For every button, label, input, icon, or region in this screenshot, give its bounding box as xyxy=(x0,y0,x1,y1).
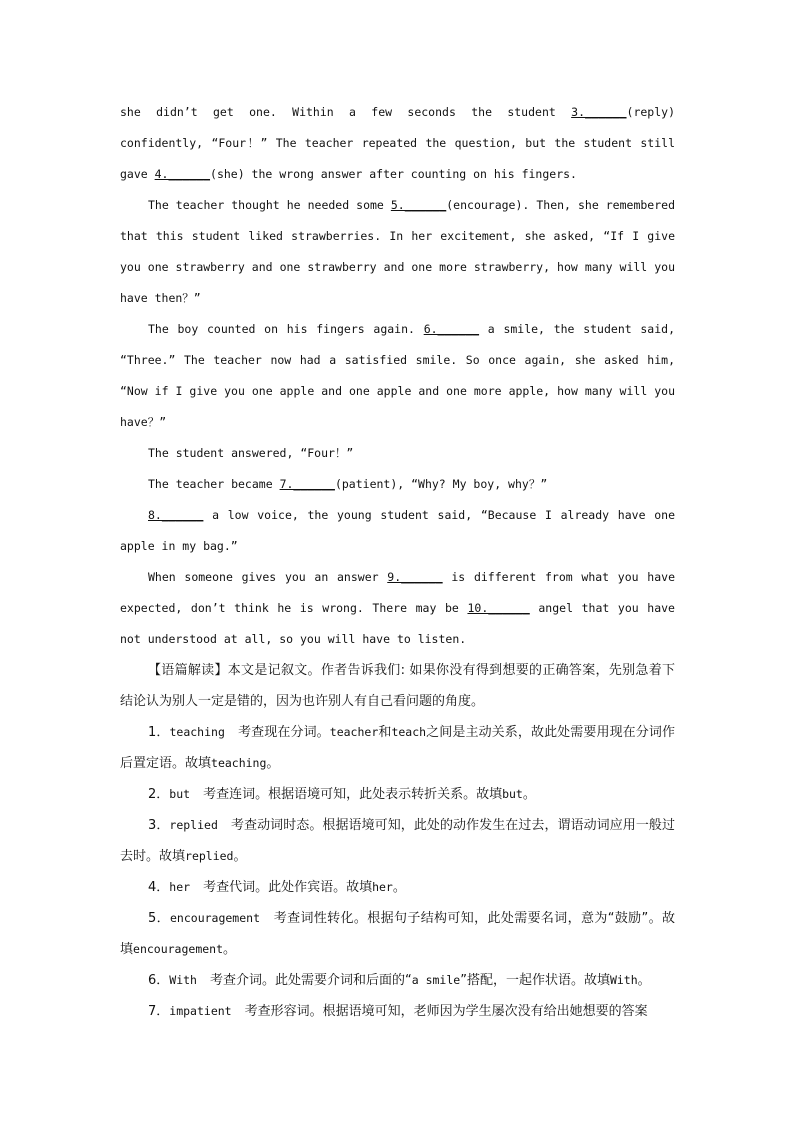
item-number: 3． xyxy=(148,818,170,833)
text: a smile, the student said, “Three.” The teacher now had a satisfied smile. So once again, she asked him, “Now if I give you one apple and one apple and one more apple, how many will you have？” xyxy=(120,322,675,429)
term: replied xyxy=(185,849,234,863)
text: 考查动词时态。根据语境可知，此处的动作发生在过去，谓语动词应用一般过去时。故填 xyxy=(120,818,675,864)
term: teacher xyxy=(329,725,379,739)
blank-6: 6.______ xyxy=(423,322,480,336)
text: 。 xyxy=(223,942,237,957)
text: angel that you have not understood at all, so you will have to listen. xyxy=(120,601,675,646)
analysis-item-1 xyxy=(120,717,675,779)
text: The teacher became xyxy=(148,477,280,491)
text: 和 xyxy=(378,725,392,740)
text: 。 xyxy=(637,973,651,988)
answer-key: replied xyxy=(169,818,218,832)
blank-10: 10.______ xyxy=(467,601,530,615)
term: but xyxy=(502,787,523,801)
text: 之间是主动关系，故此处需要用现在分词作后置定语。故填 xyxy=(120,725,675,771)
analysis-item-4 xyxy=(120,872,675,903)
text: 考查现在分词。 xyxy=(224,725,330,740)
answer-key: but xyxy=(169,787,191,801)
text: she didn’t get one. Within a few seconds the student xyxy=(120,105,572,119)
passage-paragraph-7 xyxy=(120,562,675,655)
answer-key: teaching xyxy=(169,725,225,739)
text: a low voice, the young student said, “Because I already have one apple in my bag.” xyxy=(120,508,675,553)
item-number: 5． xyxy=(148,911,170,926)
analysis-item-5 xyxy=(120,903,675,965)
term: teaching xyxy=(211,756,267,770)
text: 考查介词。此处需要介词和后面的“ xyxy=(196,973,412,988)
analysis-item-6 xyxy=(120,965,675,996)
passage-paragraph-6 xyxy=(120,500,675,562)
text: 考查形容词。根据语境可知，老师因为学生屡次没有给出她想要的答案 xyxy=(231,1004,648,1019)
item-number: 6． xyxy=(148,973,170,988)
text: The boy counted on his fingers again. xyxy=(148,322,424,336)
term: a smile xyxy=(411,973,461,987)
text: (reply) confidently, “Four！” The teacher repeated the question, but the student still gave xyxy=(120,105,675,181)
text: 。 xyxy=(266,756,280,771)
answer-key: encouragement xyxy=(170,911,261,925)
analysis-item-7 xyxy=(120,996,675,1027)
answer-key: her xyxy=(169,880,191,894)
text: (she) the wrong answer after counting on his fingers. xyxy=(210,167,577,181)
item-number: 2． xyxy=(148,787,170,802)
document-page xyxy=(120,97,675,1027)
term: With xyxy=(609,973,638,987)
passage-paragraph-4 xyxy=(120,438,675,469)
term: encouragement xyxy=(133,942,224,956)
text: The student answered, “Four！” xyxy=(148,446,354,460)
text: is different from what you have expected, don’t think he is wrong. There may be xyxy=(120,570,675,615)
text: (encourage). Then, she remembered that this student liked strawberries. In her excitement, she asked, “If I give you one strawberry and one strawberry and one more strawberry, how many will you have then？” xyxy=(120,198,675,305)
term: teach xyxy=(391,725,427,739)
analysis-item-3 xyxy=(120,810,675,872)
analysis-heading: 【语篇解读】本文是记叙文。作者告诉我们: 如果你没有得到想要的正确答案，先别急着下结论认为别人一定是错的，因为也许别人有自己看问题的角度。 xyxy=(120,663,675,709)
blank-7: 7.______ xyxy=(279,477,335,491)
text: (patient), “Why? My boy, why？” xyxy=(334,477,548,491)
blank-8: 8.______ xyxy=(148,508,204,522)
text: The teacher thought he needed some xyxy=(148,198,391,212)
passage-paragraph-5 xyxy=(120,469,675,500)
analysis-item-2 xyxy=(120,779,675,810)
text: 考查连词。根据语境可知，此处表示转折关系。故填 xyxy=(190,787,503,802)
text: When someone gives you an answer xyxy=(148,570,388,584)
passage-paragraph-3 xyxy=(120,314,675,438)
text: ”搭配，一起作状语。故填 xyxy=(460,973,610,988)
text: 。 xyxy=(233,849,247,864)
answer-key: impatient xyxy=(169,1004,232,1018)
passage-paragraph-1 xyxy=(120,97,675,190)
text: 考查代词。此处作宾语。故填 xyxy=(190,880,373,895)
passage-paragraph-2 xyxy=(120,190,675,314)
item-number: 7． xyxy=(148,1004,170,1019)
text: 。 xyxy=(392,880,406,895)
blank-3: 3.______ xyxy=(571,105,627,119)
blank-9: 9.______ xyxy=(387,570,443,584)
text: 考查词性转化。根据句子结构可知，此处需要名词，意为“鼓励”。故填 xyxy=(120,911,675,957)
item-number: 1． xyxy=(148,725,170,740)
blank-5: 5.______ xyxy=(390,198,447,212)
term: her xyxy=(372,880,393,894)
blank-4: 4.______ xyxy=(154,167,211,181)
answer-key: With xyxy=(169,973,197,987)
text: 。 xyxy=(522,787,536,802)
item-number: 4． xyxy=(148,880,170,895)
